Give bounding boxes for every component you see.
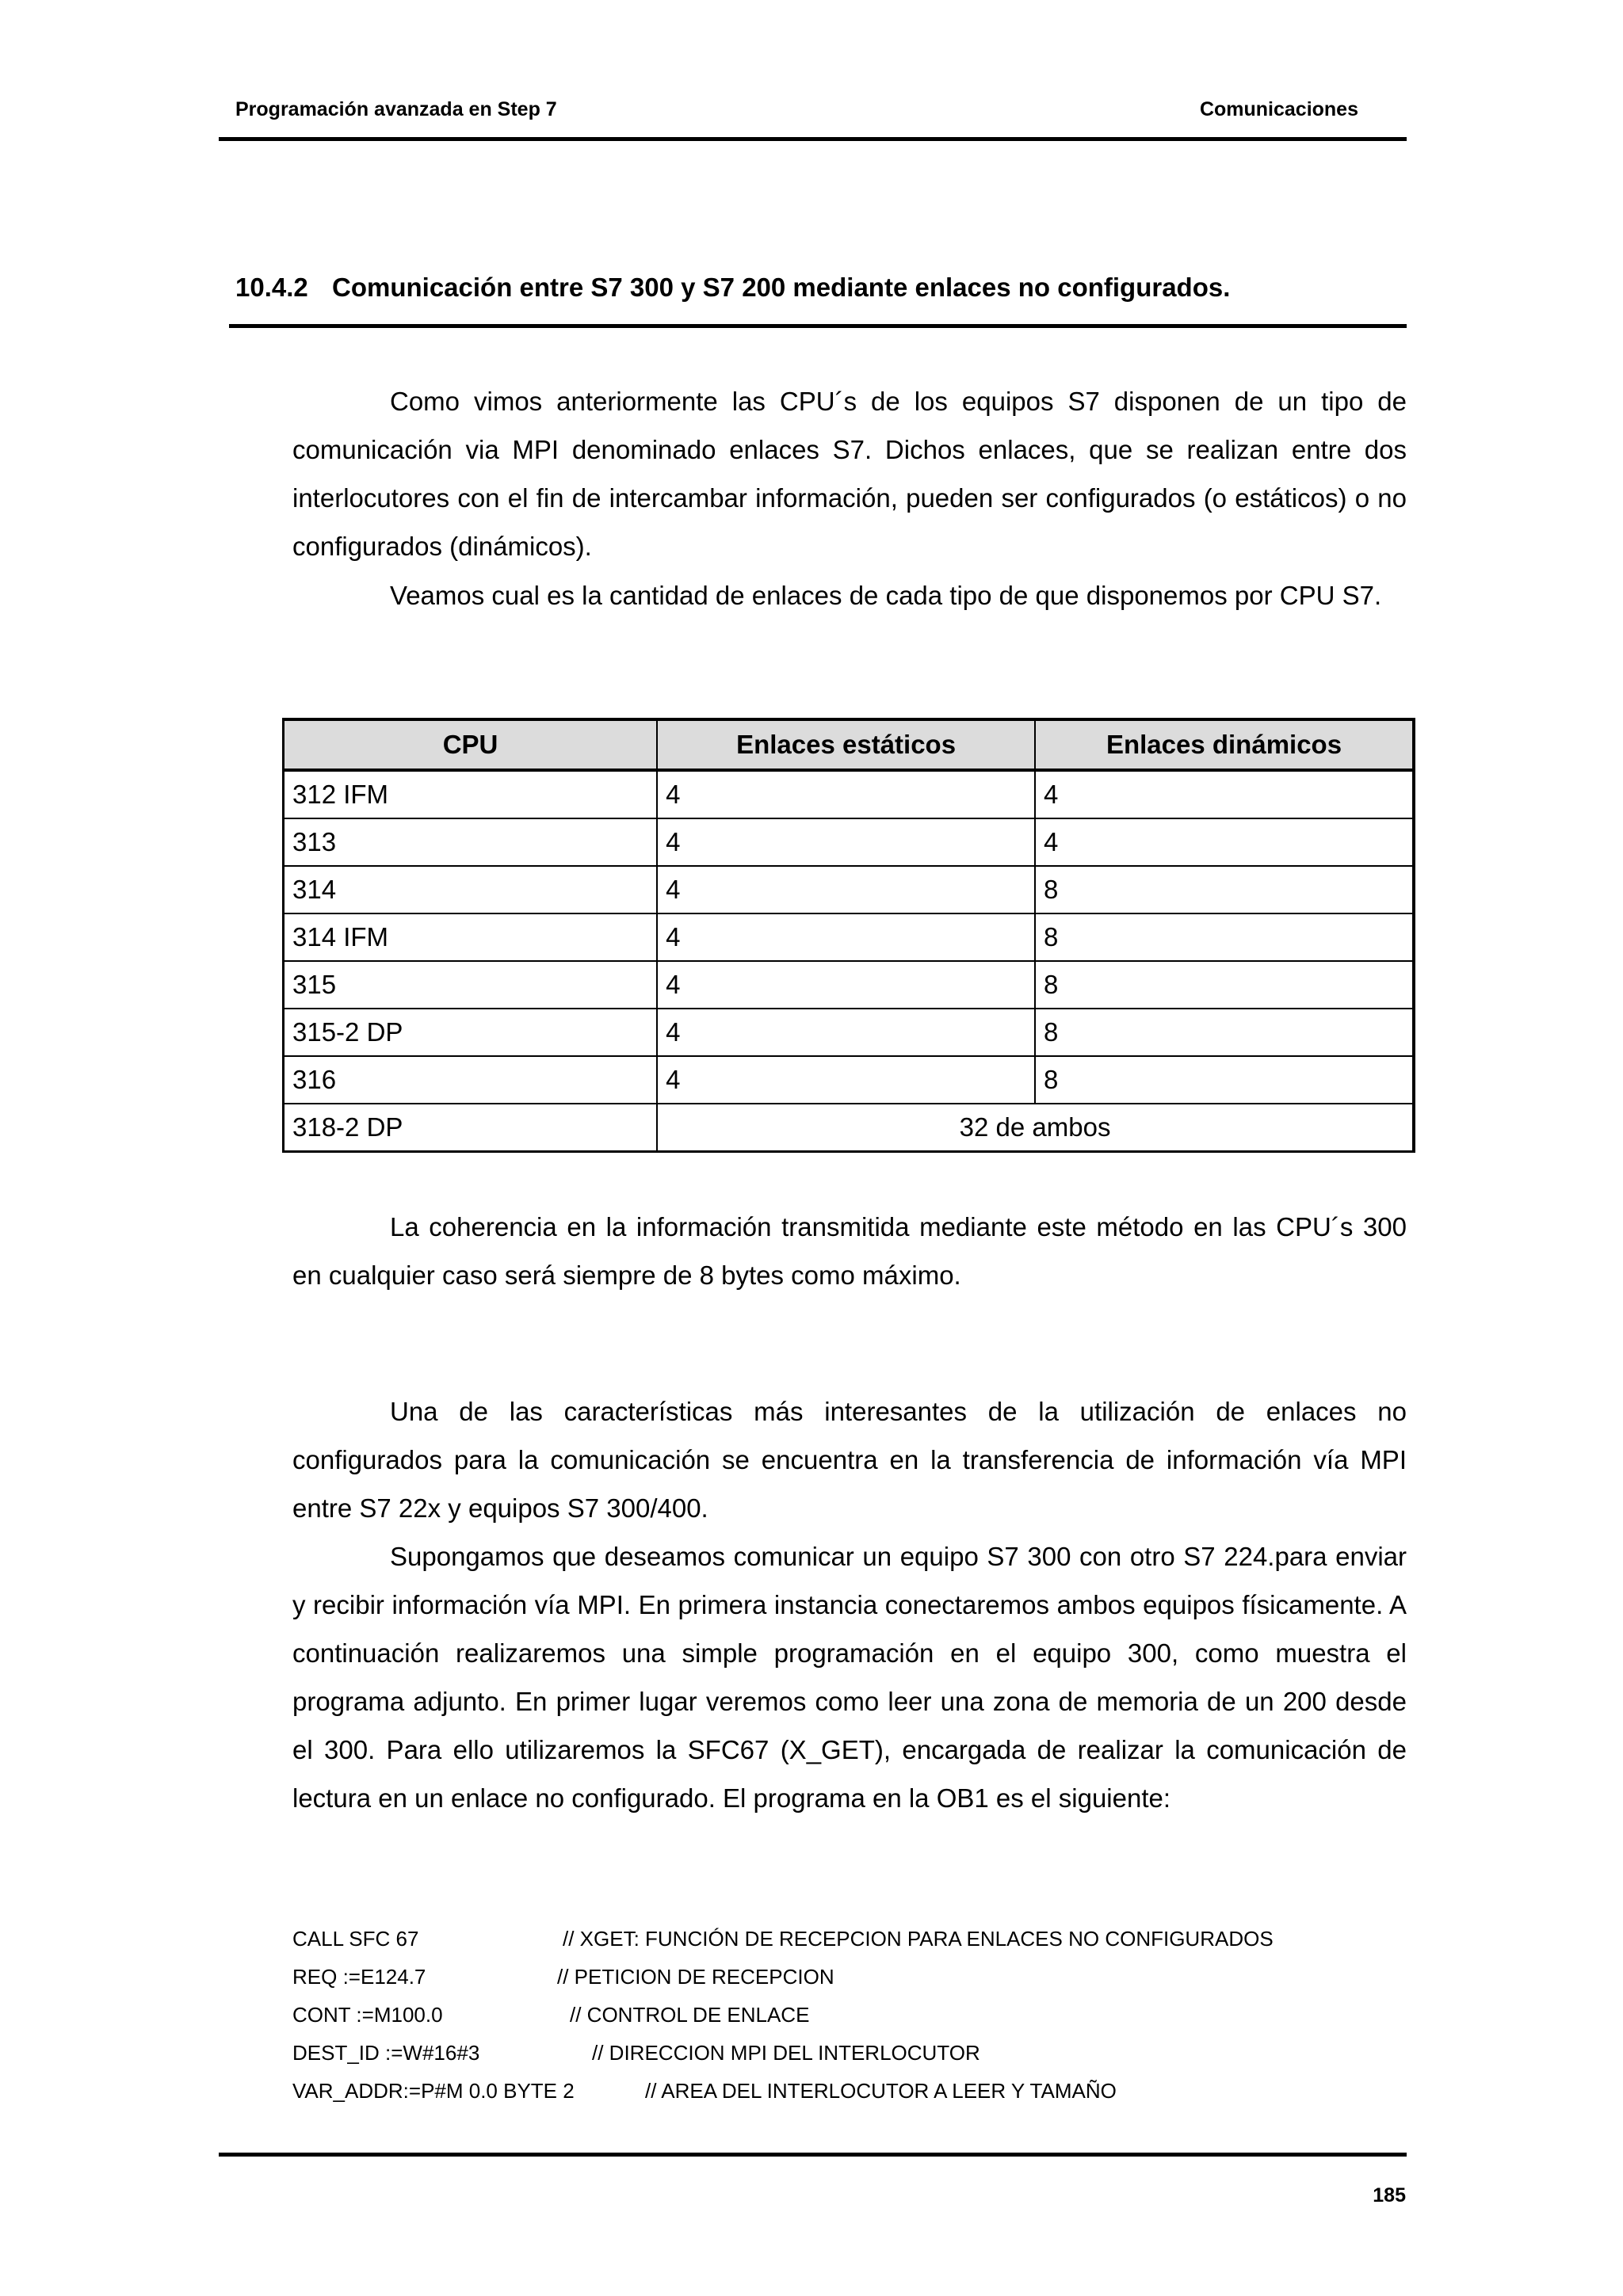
cell-static: 4 (657, 913, 1035, 961)
cpu-links-table (282, 718, 1415, 1153)
paragraph-coherence: La coherencia en la información transmitida mediante este método en las CPU´s 300 en cualquier caso será siempre de 8 bytes como máximo. (292, 1212, 1407, 1290)
code-comment: // AREA DEL INTERLOCUTOR A LEER Y TAMAÑO (645, 2079, 1117, 2103)
paragraph-features: Una de las características más interesantes de la utilización de enlaces no configurados para la comunicación se encuentra en la transferencia de información vía MPI entre S7 22x y equipos S7 300/400. (292, 1397, 1407, 1523)
cell-static: 4 (657, 961, 1035, 1009)
paragraph-links-per-cpu: Veamos cual es la cantidad de enlaces de cada tipo de que disponemos por CPU S7. (390, 581, 1382, 610)
cell-merged-links: 32 de ambos (657, 1104, 1414, 1152)
section-rule (229, 324, 1407, 328)
code-instruction: CONT :=M100.0 (292, 2003, 443, 2027)
paragraph-example: Supongamos que deseamos comunicar un equipo S7 300 con otro S7 224.para enviar y recibir información vía MPI. En primera instancia conectaremos ambos equipos físicamente. A continuación realizaremos una simple programación en el equipo 300, como muestra el programa adjunto. En primer lugar veremos como leer una zona de memoria de un 200 desde el 300. Para ello utilizaremos la SFC67 (X_GET), encargada de realizar la comunicación de lectura en un enlace no configurado. El programa en la OB1 es el siguiente: (292, 1542, 1407, 1813)
cell-cpu: 313 (284, 818, 658, 866)
code-instruction: DEST_ID :=W#16#3 (292, 2041, 480, 2065)
col-header-dynamic: Enlaces dinámicos (1035, 719, 1414, 770)
code-listing (292, 1920, 1274, 2110)
code-comment: // PETICION DE RECEPCION (557, 1965, 834, 1989)
cell-cpu: 318-2 DP (284, 1104, 658, 1152)
cell-static: 4 (657, 1009, 1035, 1056)
cell-static: 4 (657, 770, 1035, 818)
cell-dynamic: 8 (1035, 866, 1414, 913)
code-line (292, 2034, 980, 2072)
code-line (292, 1958, 834, 1996)
cell-static: 4 (657, 866, 1035, 913)
page-number: 185 (1373, 2184, 1406, 2206)
code-instruction: REQ :=E124.7 (292, 1965, 426, 1989)
cell-cpu: 315-2 DP (284, 1009, 658, 1056)
cell-cpu: 315 (284, 961, 658, 1009)
table-row (284, 818, 1415, 866)
paragraph-intro: Como vimos anteriormente las CPU´s de los equipos S7 disponen de un tipo de comunicación via MPI denominado enlaces S7. Dichos enlaces, que se realizan entre dos interlocutores con el fin de intercambar información, pueden ser configurados (o estáticos) o no configurados (dinámicos). (292, 387, 1407, 561)
table-row (284, 1056, 1415, 1104)
cell-static: 4 (657, 818, 1035, 866)
cell-static: 4 (657, 1056, 1035, 1104)
table-row (284, 961, 1415, 1009)
cell-dynamic: 8 (1035, 1009, 1414, 1056)
cell-cpu: 314 IFM (284, 913, 658, 961)
code-comment: // DIRECCION MPI DEL INTERLOCUTOR (592, 2041, 980, 2065)
cell-cpu: 316 (284, 1056, 658, 1104)
code-instruction: VAR_ADDR:=P#M 0.0 BYTE 2 (292, 2079, 575, 2103)
section-title-text: Comunicación entre S7 300 y S7 200 mediante enlaces no configurados. (332, 273, 1231, 302)
cell-cpu: 314 (284, 866, 658, 913)
table-row (284, 866, 1415, 913)
code-comment: // XGET: FUNCIÓN DE RECEPCION PARA ENLACES NO CONFIGURADOS (563, 1927, 1274, 1951)
col-header-static: Enlaces estáticos (657, 719, 1035, 770)
code-line (292, 2072, 1117, 2110)
code-instruction: CALL SFC 67 (292, 1927, 419, 1951)
running-header-chapter: Comunicaciones (1199, 98, 1358, 120)
table-header-row (284, 719, 1415, 770)
section-heading (235, 273, 1230, 303)
code-comment: // CONTROL DE ENLACE (570, 2003, 810, 2027)
cell-dynamic: 4 (1035, 770, 1414, 818)
col-header-cpu: CPU (284, 719, 658, 770)
section-number: 10.4.2 (235, 273, 308, 302)
running-header-title: Programación avanzada en Step 7 (235, 98, 557, 120)
footer-rule (219, 2153, 1407, 2157)
table-row (284, 913, 1415, 961)
table-row (284, 1009, 1415, 1056)
code-line (292, 1996, 810, 2034)
cell-dynamic: 8 (1035, 913, 1414, 961)
table-row (284, 770, 1415, 818)
cell-dynamic: 8 (1035, 1056, 1414, 1104)
table-row-merged (284, 1104, 1415, 1152)
code-line (292, 1920, 1274, 1958)
cell-dynamic: 8 (1035, 961, 1414, 1009)
cell-dynamic: 4 (1035, 818, 1414, 866)
cell-cpu: 312 IFM (284, 770, 658, 818)
header-rule (219, 137, 1407, 141)
